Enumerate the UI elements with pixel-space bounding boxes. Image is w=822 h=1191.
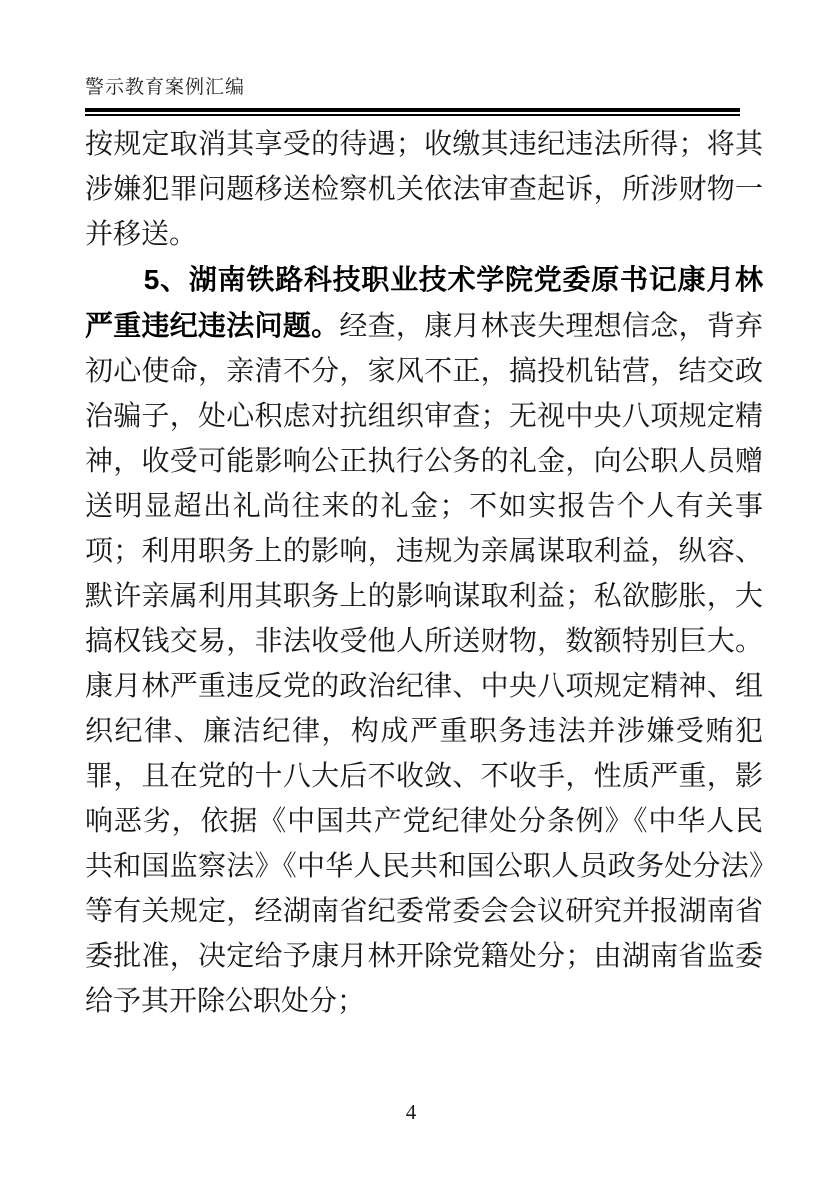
page-footer: [0, 1100, 822, 1125]
page-number: 4: [405, 1100, 417, 1124]
paragraph-case-5: [85, 257, 763, 1024]
case-5-heading: 5、湖南铁路科技职业技术学院党委原书记康月林严重违纪违法问题。: [85, 264, 763, 341]
page-header: [85, 76, 745, 116]
paragraph-continuation: 按规定取消其享受的待遇；收缴其违纪违法所得；将其涉嫌犯罪问题移送检察机关依法审查起诉，所涉财物一并移送。: [85, 129, 763, 250]
header-title: 警示教育案例汇编: [85, 77, 246, 98]
header-rule-thin-line: [85, 114, 740, 116]
header-rule: [85, 108, 740, 116]
case-5-text: 经查，康月林丧失理想信念，背弃初心使命，亲清不分，家风不正，搞投机钻营，结交政治骗子，处心积虑对抗组织审查；无视中央八项规定精神，收受可能影响公正执行公务的礼金，向公职人员赠送明显超出礼尚往来的礼金；不如实报告个人有关事项；利用职务上的影响，违规为亲属谋取利益，纵容、默许亲属利用其职务上的影响谋取利益；私欲膨胀，大搞权钱交易，非法收受他人所送财物，数额特别巨大。康月林严重违反党的政治纪律、中央八项规定精神、组织纪律、廉洁纪律，构成严重职务违法并涉嫌受贿犯罪，且在党的十八大后不收敛、不收手，性质严重，影响恶劣，依据《中国共产党纪律处分条例》《中华人民共和国监察法》《中华人民共和国公职人员政务处分法》等有关规定，经湖南省纪委常委会会议研究并报湖南省委批准，决定给予康月林开除党籍处分；由湖南省监委给予其开除公职处分；: [85, 311, 763, 1017]
document-body: [85, 122, 763, 1024]
